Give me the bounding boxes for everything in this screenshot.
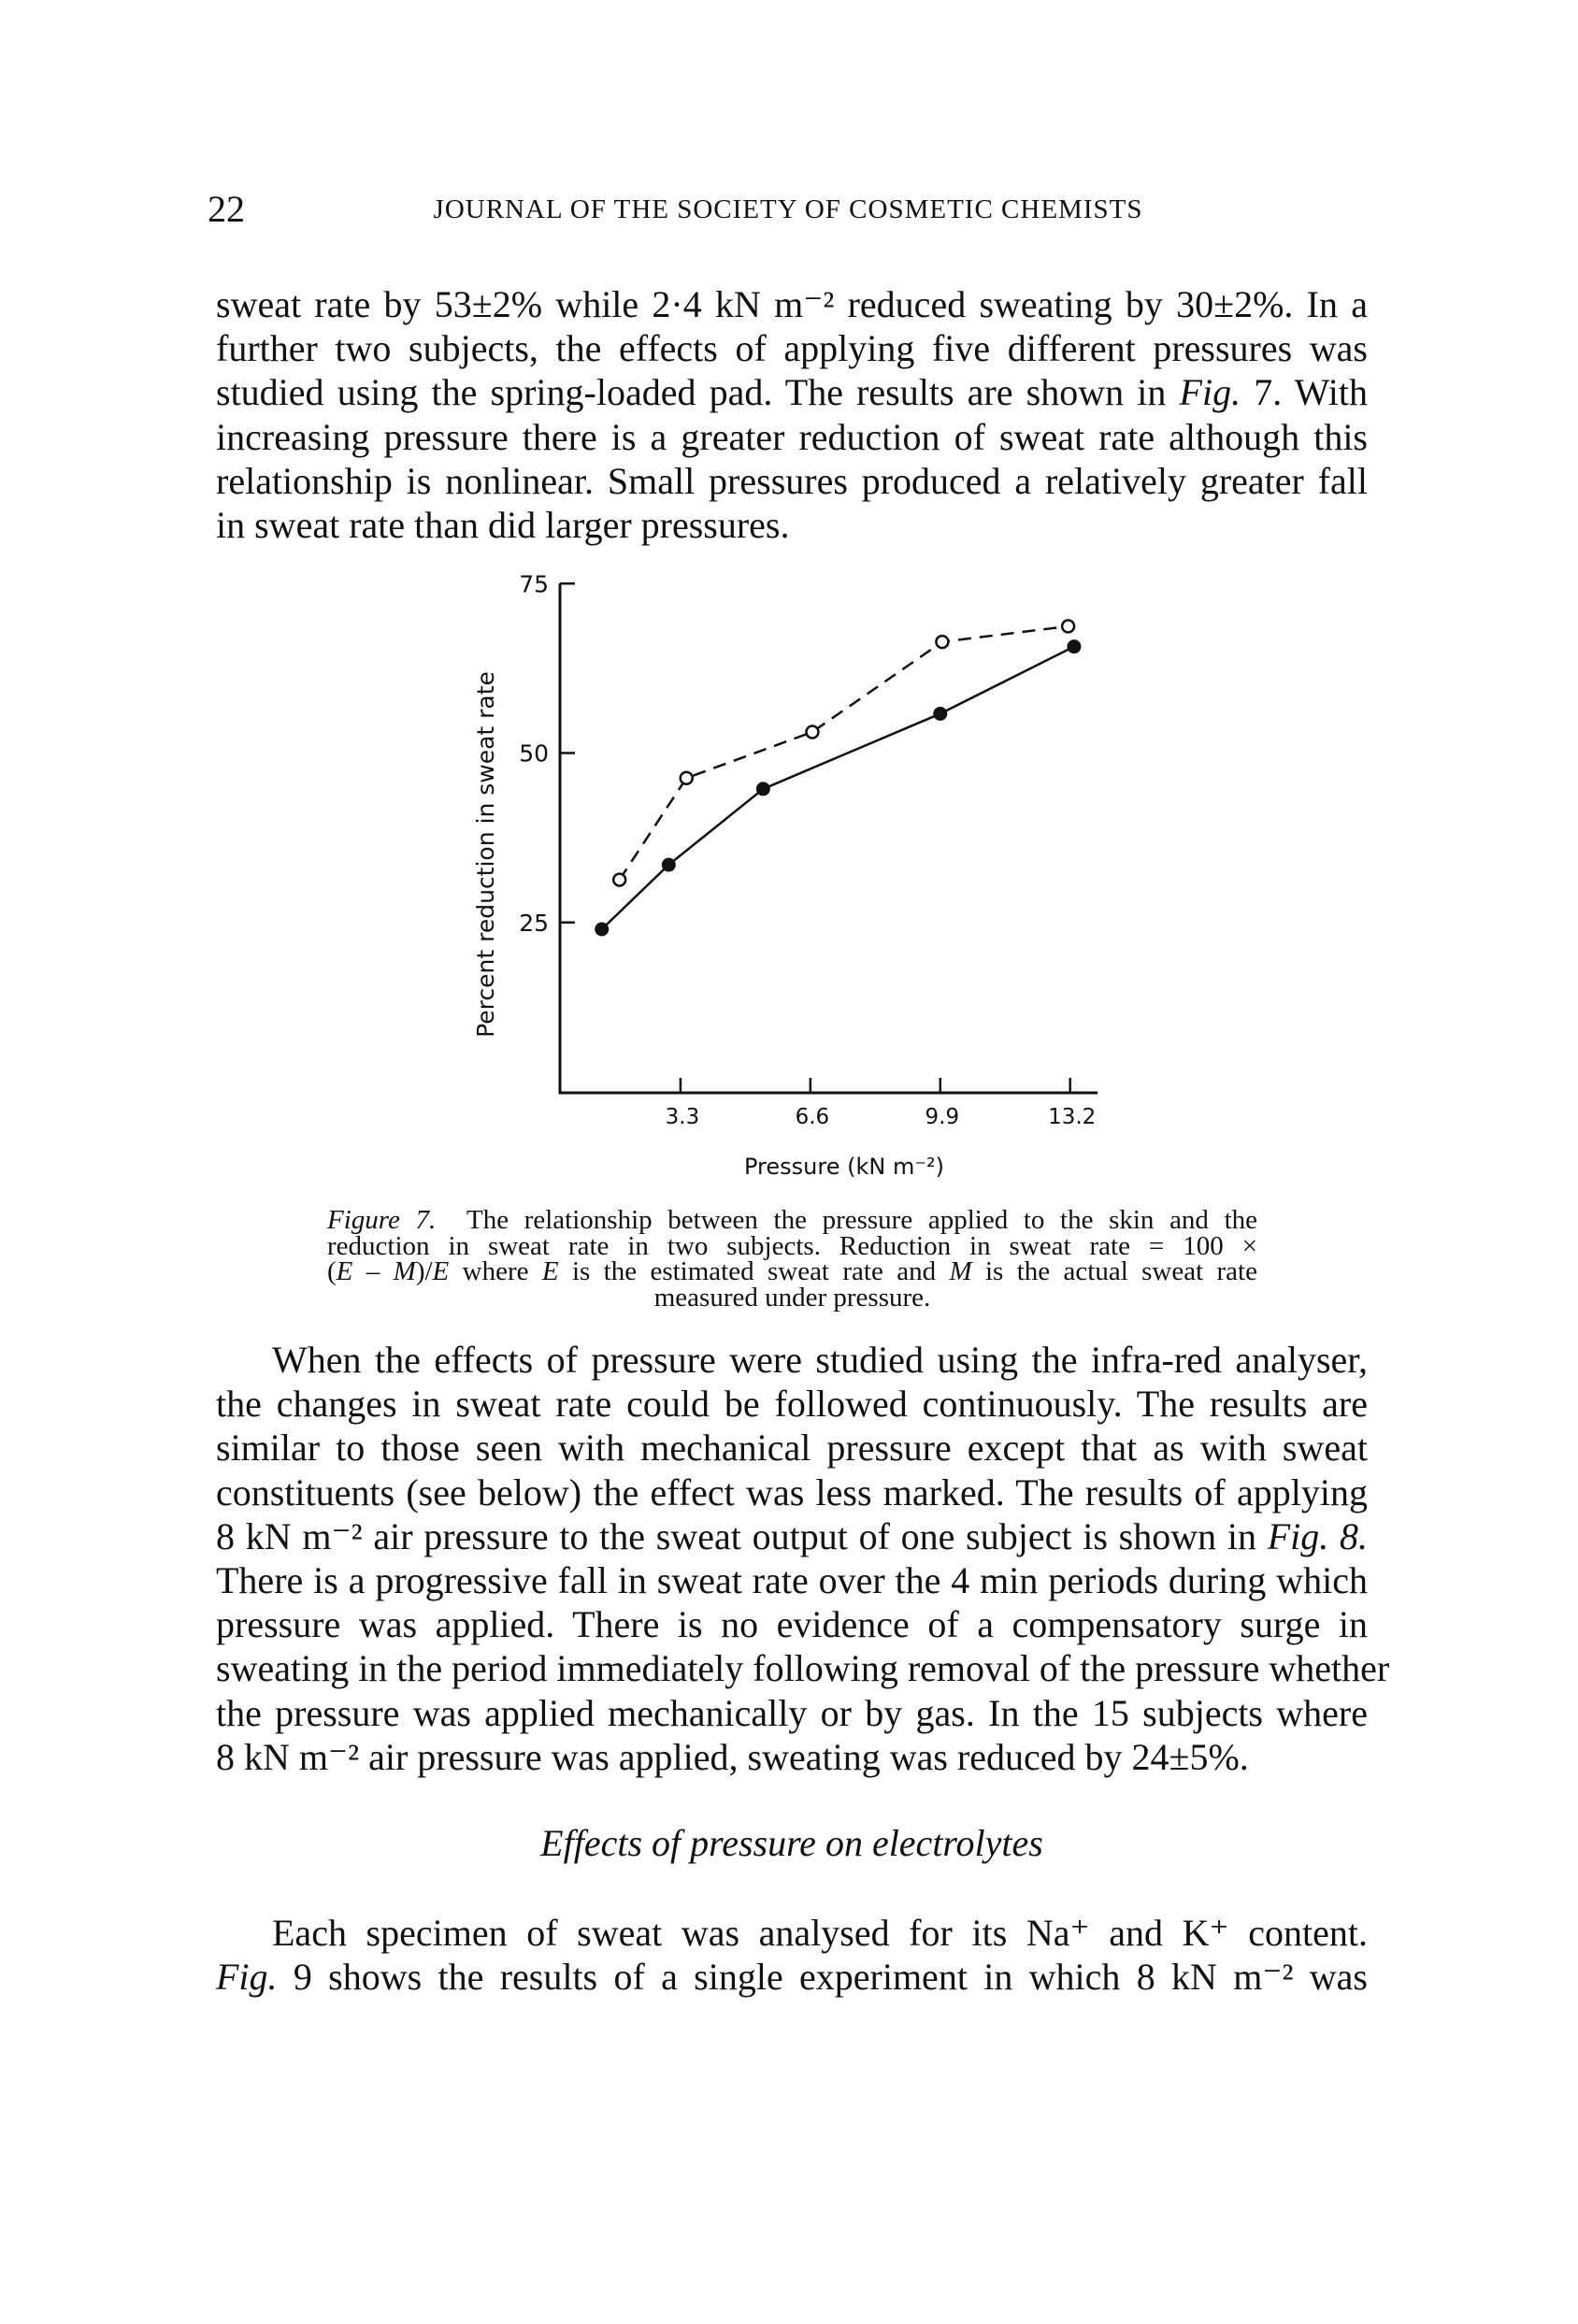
section-heading: Effects of pressure on electrolytes xyxy=(540,1822,1043,1864)
series-line-solid xyxy=(602,647,1074,929)
text-line xyxy=(216,1646,1390,1690)
italic-text: Figure 7. xyxy=(327,1205,437,1235)
y-tick-label: 75 xyxy=(519,570,549,598)
text-segment: the changes in sweat rate could be followed continuously. The results are xyxy=(216,1383,1368,1426)
x-tick-label: 6.6 xyxy=(795,1105,830,1129)
series-line-dashed xyxy=(620,626,1069,880)
filled-circle-point xyxy=(595,923,609,937)
text-segment: sweat rate by 53±2% while 2·4 kN m⁻² reduced sweating by 30±2%. In a xyxy=(216,283,1368,325)
open-circle-point xyxy=(806,726,818,739)
text-line xyxy=(216,1911,1368,1955)
x-axis-label: Pressure (kN m⁻²) xyxy=(744,1154,944,1180)
open-circle-point xyxy=(936,636,948,648)
text-segment: reduction in sweat rate in two subjects. Reduction in sweat rate = 100 × xyxy=(327,1230,1257,1261)
text-segment: There is a progressive fall in sweat rate over the 4 min periods during which xyxy=(216,1559,1368,1601)
italic-text: E xyxy=(432,1256,450,1286)
text-segment: – xyxy=(352,1256,394,1286)
text-segment: When the effects of pressure were studied using the infra-red analyser, xyxy=(272,1339,1368,1381)
filled-circle-point xyxy=(1067,639,1081,653)
text-segment: )/ xyxy=(415,1256,433,1286)
text-segment: relationship is nonlinear. Small pressures produced a relatively greater fall xyxy=(216,459,1368,502)
text-segment: where xyxy=(449,1256,542,1286)
text-segment: Each specimen of sweat was analysed for its Na⁺ and K⁺ content. xyxy=(272,1912,1368,1954)
text-line xyxy=(216,1426,1368,1470)
text-line xyxy=(216,1470,1368,1514)
text-segment: 8 kN m⁻² air pressure to the sweat output of one subject is shown in xyxy=(216,1514,1268,1557)
italic-text: Fig. xyxy=(1179,371,1241,414)
open-circle-point xyxy=(681,772,693,784)
text-segment: in sweat rate than did larger pressures. xyxy=(216,504,790,546)
text-segment: constituents (see below) the effect was less marked. The results of applying xyxy=(216,1470,1368,1513)
text-line xyxy=(216,1558,1368,1602)
text-segment: pressure was applied. There is no evidence of a compensatory surge in xyxy=(216,1603,1368,1646)
text-line xyxy=(216,1514,1368,1558)
text-segment: similar to those seen with mechanical pressure except that as with sweat xyxy=(216,1427,1368,1470)
text-segment: studied using the spring-loaded pad. The results are shown in xyxy=(216,371,1180,414)
filled-circle-point xyxy=(933,707,947,721)
text-segment: increasing pressure there is a greater reduction of sweat rate although this xyxy=(216,415,1368,458)
italic-text: Fig. 8. xyxy=(1267,1514,1368,1557)
text-line xyxy=(327,1284,1257,1311)
open-circle-point xyxy=(613,874,625,886)
text-line xyxy=(327,1258,1257,1284)
text-segment: is the actual sweat rate xyxy=(971,1256,1257,1286)
text-segment: measured under pressure. xyxy=(653,1282,931,1313)
text-segment: ( xyxy=(327,1256,337,1286)
text-segment: sweating in the period immediately following removal of the pressure whether xyxy=(216,1647,1390,1690)
text-segment: The relationship between the pressure applied to the skin and the xyxy=(436,1205,1258,1235)
text-segment: 8 kN m⁻² air pressure was applied, sweating was reduced by 24±5%. xyxy=(216,1735,1249,1778)
x-tick-label: 13.2 xyxy=(1048,1105,1097,1129)
x-tick-label: 3.3 xyxy=(665,1105,700,1129)
filled-circle-point xyxy=(756,782,770,796)
page-number: 22 xyxy=(208,188,245,230)
x-tick-label: 9.9 xyxy=(925,1105,960,1129)
text-segment: further two subjects, the effects of applying five different pressures was xyxy=(216,327,1368,370)
text-segment: 7. With xyxy=(1241,371,1369,414)
italic-text: M xyxy=(949,1256,972,1286)
open-circle-point xyxy=(1062,620,1074,632)
text-line xyxy=(327,1230,1257,1261)
text-line xyxy=(327,1207,1257,1233)
y-tick-label: 50 xyxy=(519,739,549,767)
running-header: JOURNAL OF THE SOCIETY OF COSMETIC CHEMISTS xyxy=(433,194,1143,224)
text-line xyxy=(216,1735,1368,1779)
text-line xyxy=(216,1955,1368,1999)
y-tick-label: 25 xyxy=(519,909,549,937)
italic-text: E xyxy=(541,1256,559,1286)
text-segment: 9 shows the results of a single experiment in which 8 kN m⁻² was xyxy=(277,1956,1368,1999)
italic-text: Fig. xyxy=(216,1956,278,1999)
y-axis-label: Percent reduction in sweat rate xyxy=(472,671,499,1038)
text-line xyxy=(216,1338,1368,1382)
italic-text: E xyxy=(336,1256,353,1286)
italic-text: M xyxy=(393,1256,416,1286)
text-segment: is the estimated sweat rate and xyxy=(558,1256,950,1286)
text-segment: the pressure was applied mechanically or by gas. In the 15 subjects where xyxy=(216,1691,1368,1734)
text-line xyxy=(216,1382,1368,1426)
filled-circle-point xyxy=(662,858,676,872)
text-line xyxy=(216,1602,1368,1646)
text-line xyxy=(216,1691,1368,1735)
